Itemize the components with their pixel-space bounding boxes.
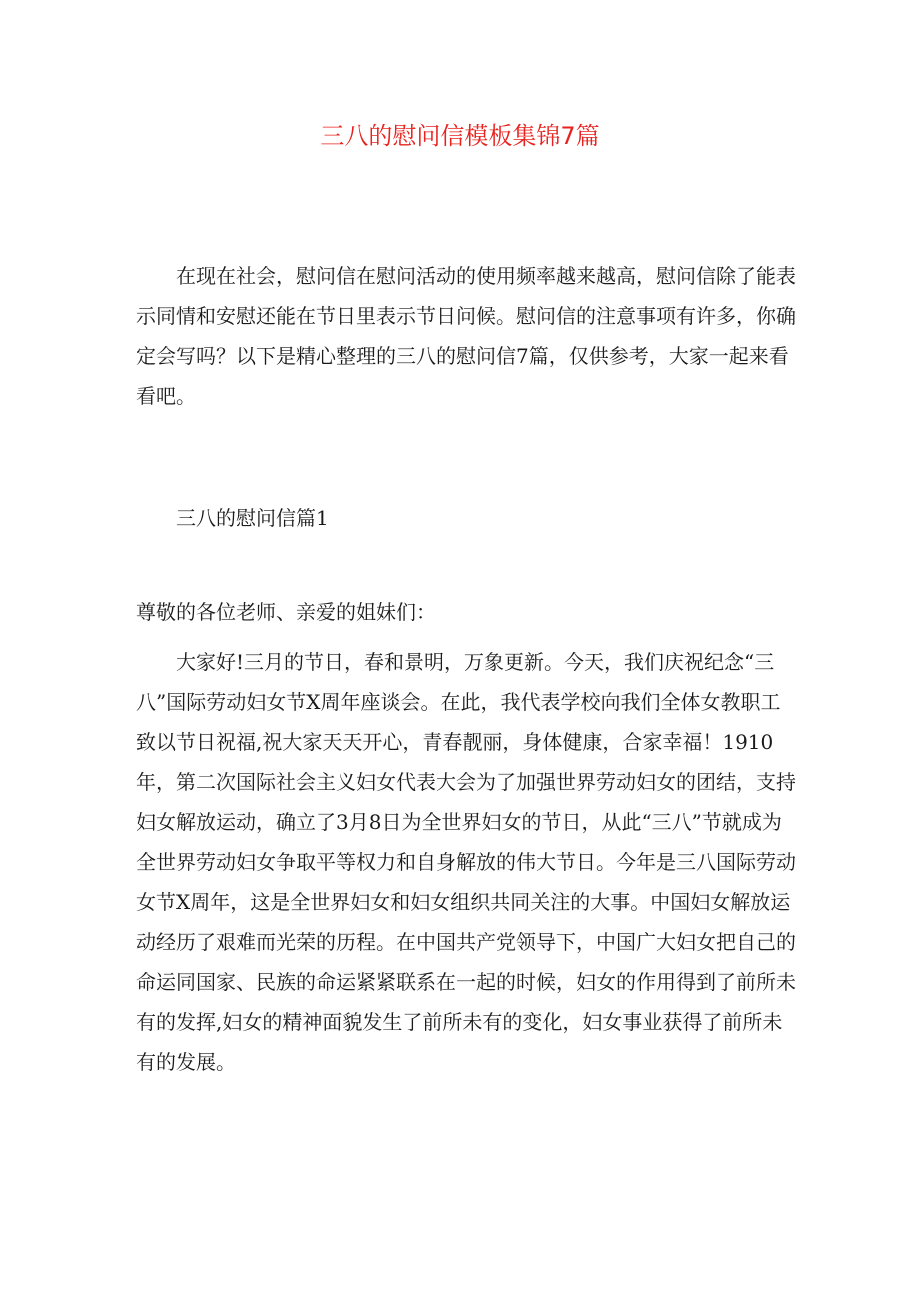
salutation: 尊敬的各位老师、亲爱的姐妹们： bbox=[136, 600, 436, 624]
body-paragraph: 大家好!三月的节日，春和景明，万象更新。今天，我们庆祝纪念“三八”国际劳动妇女节X周年座谈会。在此，我代表学校向我们全体女教职工致以节日祝福,祝大家天天开心，青春靓丽，身体健康，合家幸福！1910年，第二次国际社会主义妇女代表大会为了加强世界劳动妇女的团结，支持妇女解放运动，确立了3月8日为全世界妇女的节日，从此“三八”节就成为全世界劳动妇女争取平等权力和自身解放的伟大节日。今年是三八国际劳动女节X周年，这是全世界妇女和妇女组织共同关注的大事。中国妇女解放运动经历了艰难而光荣的历程。在中国共产党领导下，中国广大妇女把自己的命运同国家、民族的命运紧紧联系在一起的时候，妇女的作用得到了前所未有的发挥,妇女的精神面貌发生了前所未有的变化，妇女事业获得了前所未有的发展。 bbox=[136, 650, 796, 1074]
section-heading: 三八的慰问信篇1 bbox=[176, 506, 329, 530]
intro-paragraph: 在现在社会，慰问信在慰问活动的使用频率越来越高，慰问信除了能表示同情和安慰还能在节日里表示节日问候。慰问信的注意事项有许多，你确定会写吗？以下是精心整理的三八的慰问信7篇，仅供参考，大家一起来看看吧。 bbox=[136, 264, 796, 408]
document-title: 三八的慰问信模板集锦7篇 bbox=[320, 122, 600, 150]
